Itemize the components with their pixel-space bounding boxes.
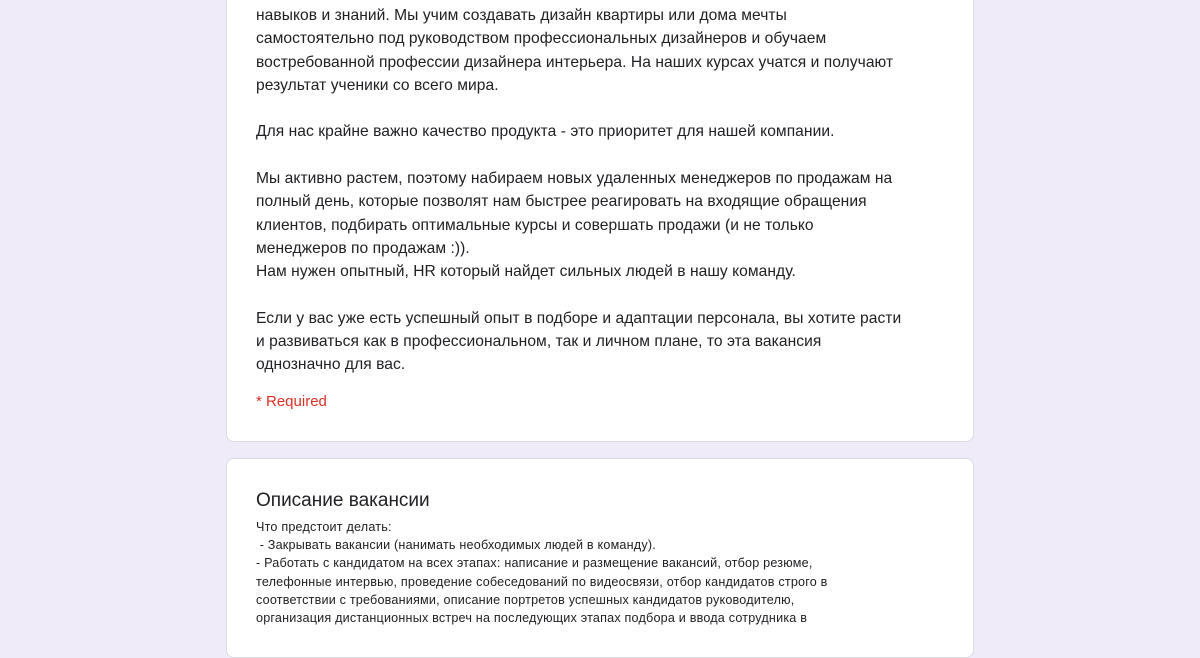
section-line: телефонные интервью, проведение собеседований по видеосвязи, отбор кандидатов строго в [256,574,828,589]
description-line: результат ученики со всего мира. [256,76,499,94]
description-line: Мы активно растем, поэтому набираем новых удаленных менеджеров по продажам на [256,170,893,188]
paragraph-gap [256,97,956,120]
description-line: менеджеров по продажам :)). [256,239,470,257]
section-line: организация дистанционных встреч на последующих этапах подбора и ввода сотрудника в [256,611,808,626]
description-line: самостоятельно под руководством профессиональных дизайнеров и обучаем [256,30,827,48]
description-line: Нам нужен опытный, HR который найдет сильных людей в нашу команду. [256,263,796,281]
section-card [226,458,974,658]
description-line: полный день, которые позволят нам быстрее реагировать на входящие обращения [256,193,867,211]
section-description [256,518,956,627]
description-line: клиентов, подбирать оптимальные курсы и совершать продажи (и не только [256,216,814,234]
section-line: - Работать с кандидатом на всех этапах: написание и размещение вакансий, отбор резюме, [256,556,813,571]
description-line: Для нас крайне важно качество продукта - это приоритет для нашей компании. [256,123,835,141]
form-description [256,4,956,377]
section-line: соответствии с требованиями, описание портретов успешных кандидатов руководителю, [256,592,795,607]
description-line: навыков и знаний. Мы учим создавать дизайн квартиры или дома мечты [256,7,787,24]
required-notice: * Required [256,393,327,410]
description-line: Если у вас уже есть успешный опыт в подборе и адаптации персонала, вы хотите расти [256,309,902,327]
description-line: востребованной профессии дизайнера интерьера. На наших курсах учатся и получают [256,53,894,71]
form-description-card [226,0,974,442]
section-title: Описание вакансии [256,490,430,511]
description-line: и развиваться как в профессиональном, так и личном плане, то эта вакансия [256,333,822,351]
description-line: однозначно для вас. [256,356,406,374]
section-line: Что предстоит делать: [256,520,392,534]
section-line: - Закрывать вакансии (нанимать необходимых людей в команду). [256,538,656,553]
paragraph-gap [256,284,956,307]
paragraph-gap [256,144,956,167]
